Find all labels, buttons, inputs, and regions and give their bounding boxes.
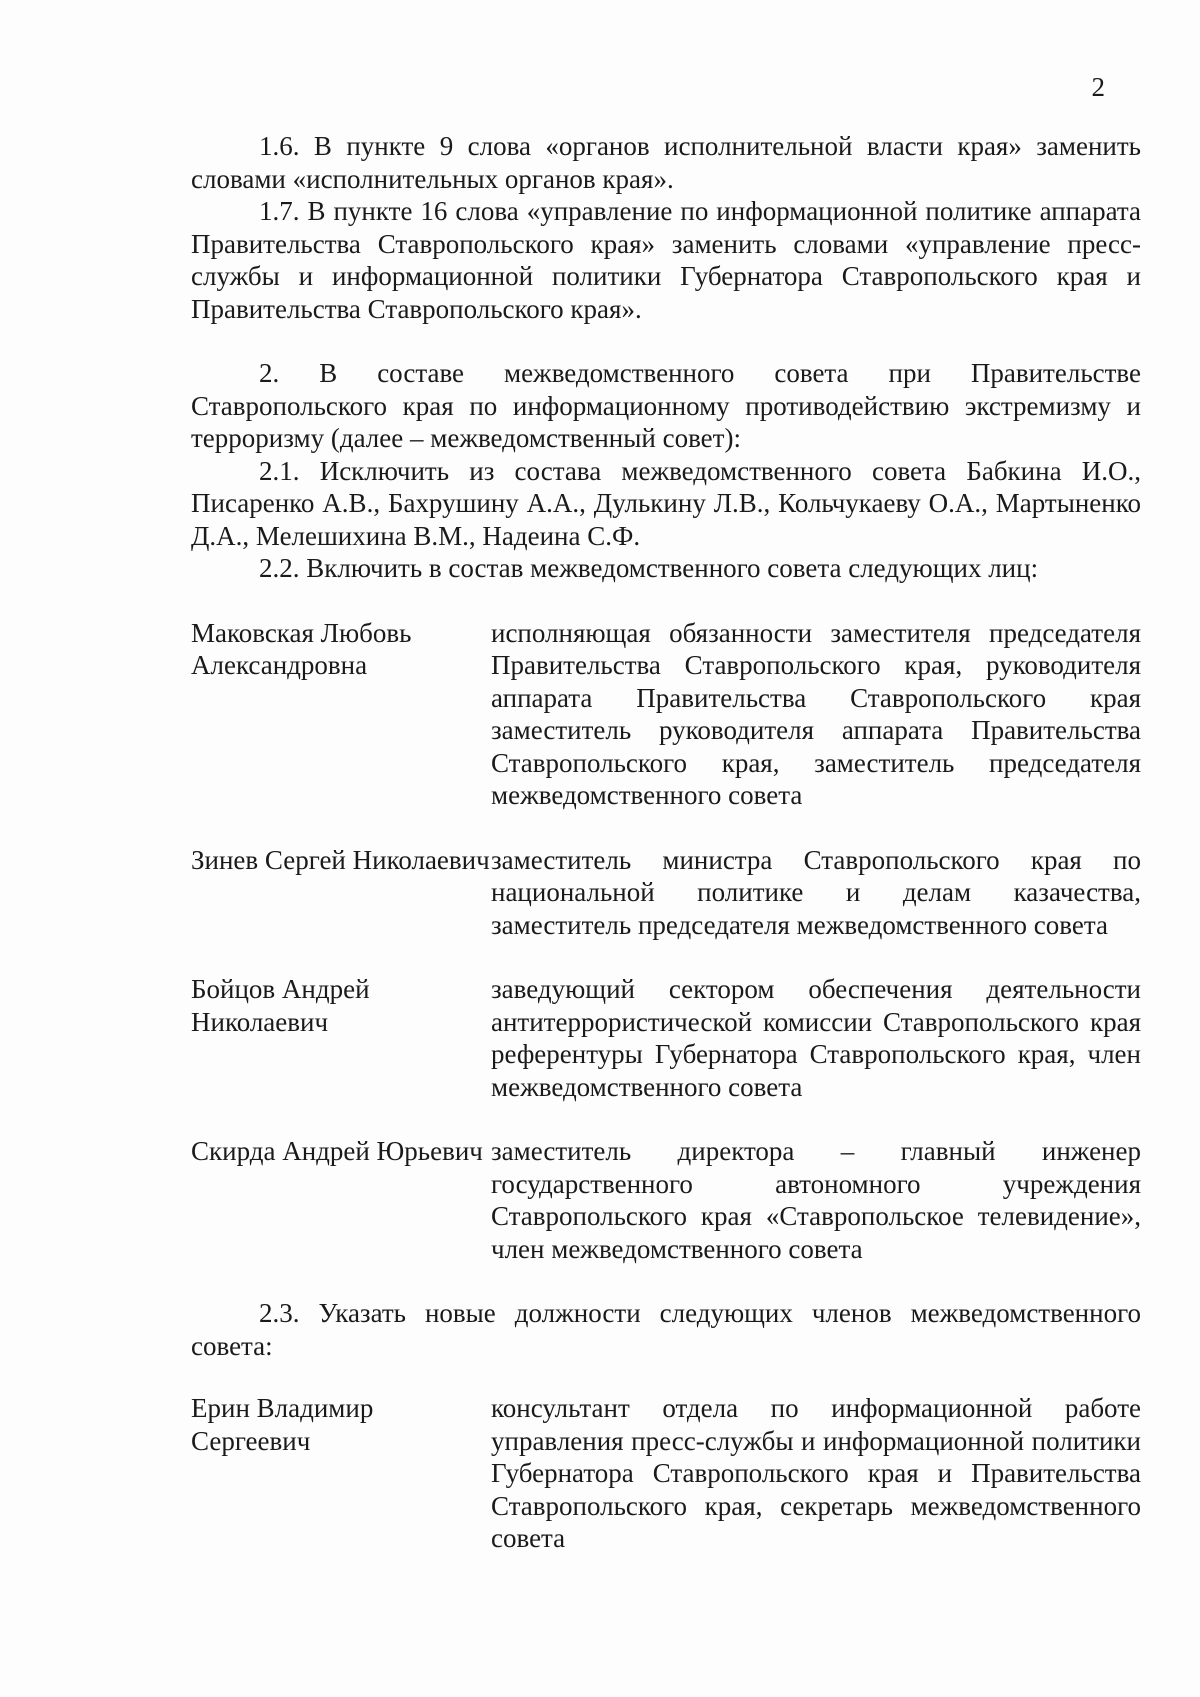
- member-name: Зинев Сергей Николаевич: [191, 844, 490, 875]
- member-name: Маковская Любовь Александровна: [191, 617, 412, 680]
- member-name: Бойцов Андрей Николаевич: [191, 974, 370, 1037]
- updated-members-list: [191, 1392, 1141, 1555]
- paragraph-2-1: 2.1. Исключить из состава межведомственного совета Бабкина И.О., Писаренко А.В., Бахрушину А.А., Дулькину Л.В., Кольчукаеву О.А., Мартыненко Д.А., Мелешихина В.М., Надеина С.Ф.: [191, 455, 1141, 551]
- member-name: Скирда Андрей Юрьевич: [191, 1136, 483, 1166]
- list-item: [191, 973, 1141, 1103]
- included-members-list: [191, 617, 1141, 1266]
- member-position: заведующий сектором обеспечения деятельности антитеррористической комиссии Ставропольского края референтуры Губернатора Ставропольского края, член межведомственного совета: [491, 974, 1141, 1102]
- list-item: [191, 1135, 1141, 1265]
- member-position: консультант отдела по информационной работе управления пресс-службы и информационной политики Губернатора Ставропольского края и Правительства Ставропольского края, секретарь межведомственного совета: [491, 1393, 1141, 1553]
- paragraph-2-intro: 2. В составе межведомственного совета при Правительстве Ставропольского края по информационному противодействию экстремизму и терроризму (далее – межведомственный совет):: [191, 358, 1141, 453]
- list-item: [191, 844, 1141, 942]
- paragraph-1-6: 1.6. В пункте 9 слова «органов исполнительной власти края» заменить словами «исполнительных органов края».: [191, 131, 1141, 194]
- paragraph-2-2: 2.2. Включить в состав межведомственного совета следующих лиц:: [259, 553, 1039, 583]
- paragraph-1-7: 1.7. В пункте 16 слова «управление по информационной политике аппарата Правительства Ставропольского края» заменить словами «управление пресс-службы и информационной политики Губернатора Ставропольского края и Правительства Ставропольского края».: [191, 196, 1141, 324]
- list-item: [191, 617, 1141, 812]
- member-name: Ерин Владимир Сергеевич: [191, 1393, 374, 1456]
- member-position: исполняющая обязанности заместителя председателя Правительства Ставропольского края, руководителя аппарата Правительства Ставропольского края заместитель руководителя аппарата Правительства Ставропольского края, заместитель председателя межведомственного совета: [491, 617, 1141, 810]
- document-body: [191, 130, 1141, 1555]
- member-position: заместитель директора – главный инженер государственного автономного учреждения Ставропольского края «Ставропольское телевидение», член межведомственного совета: [491, 1136, 1141, 1264]
- page-number: 2: [1091, 72, 1105, 102]
- list-item: [191, 1392, 1141, 1555]
- member-position: заместитель министра Ставропольского края по национальной политике и делам казачества, заместитель председателя межведомственного совета: [491, 844, 1141, 940]
- paragraph-2-3: 2.3. Указать новые должности следующих членов межведомственного совета:: [191, 1298, 1141, 1361]
